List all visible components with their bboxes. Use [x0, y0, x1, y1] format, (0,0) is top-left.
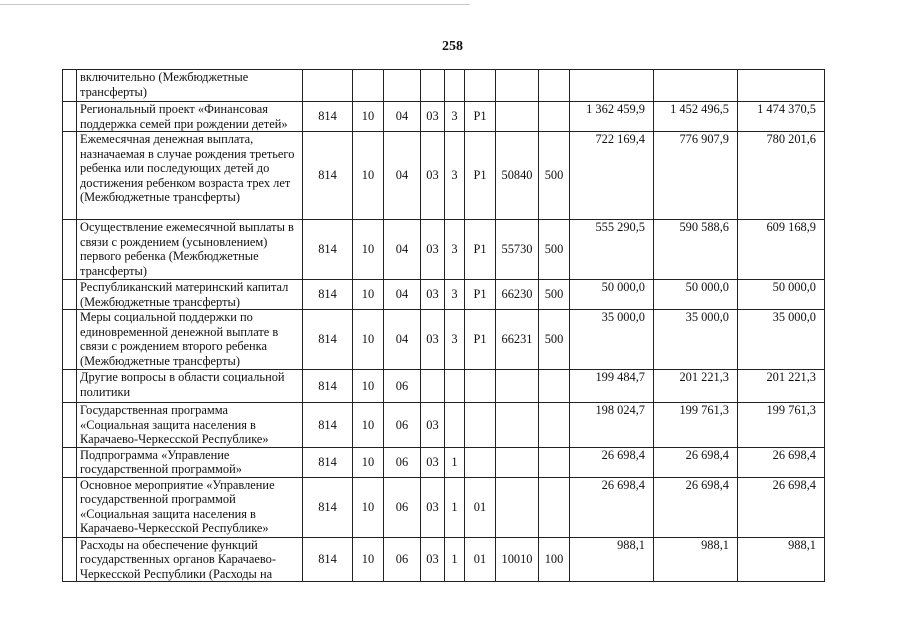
code-cell-c4: 03 [421, 102, 445, 132]
code-cell-c4 [421, 370, 445, 403]
code-cell-c4: 03 [421, 280, 445, 310]
code-cell-c6: P1 [465, 132, 496, 220]
code-cell-c1: 814 [303, 280, 353, 310]
code-cell-c1: 814 [303, 220, 353, 280]
row-number-cell [63, 102, 77, 132]
code-cell-c7: 66230 [496, 280, 539, 310]
code-cell-c6: 01 [465, 477, 496, 537]
code-cell-c3: 04 [384, 280, 421, 310]
code-cell-c5: 1 [445, 447, 465, 477]
amount-cell-y2: 590 588,6 [654, 220, 738, 280]
code-cell-c2: 10 [353, 477, 384, 537]
table-body [63, 70, 825, 582]
code-cell-c4: 03 [421, 477, 445, 537]
code-cell-c8 [539, 370, 570, 403]
code-cell-c3: 04 [384, 102, 421, 132]
code-cell-c4 [421, 70, 445, 102]
amount-cell-y3: 1 474 370,5 [738, 102, 825, 132]
code-cell-c3: 04 [384, 220, 421, 280]
item-name-cell: Государственная программа «Социальная защита населения в Карачаево-Черкесской Республике» [77, 403, 303, 448]
amount-cell-y3: 26 698,4 [738, 477, 825, 537]
code-cell-c8: 500 [539, 280, 570, 310]
amount-cell-y1 [570, 70, 654, 102]
code-cell-c7: 55730 [496, 220, 539, 280]
code-cell-c3: 06 [384, 370, 421, 403]
table-row [63, 220, 825, 280]
amount-cell-y1: 1 362 459,9 [570, 102, 654, 132]
code-cell-c2: 10 [353, 370, 384, 403]
code-cell-c8 [539, 403, 570, 448]
code-cell-c1: 814 [303, 447, 353, 477]
amount-cell-y2: 50 000,0 [654, 280, 738, 310]
code-cell-c6: P1 [465, 310, 496, 370]
row-number-cell [63, 220, 77, 280]
amount-cell-y2: 199 761,3 [654, 403, 738, 448]
code-cell-c5 [445, 70, 465, 102]
code-cell-c7: 50840 [496, 132, 539, 220]
code-cell-c2: 10 [353, 537, 384, 582]
code-cell-c1: 814 [303, 403, 353, 448]
code-cell-c5: 3 [445, 132, 465, 220]
row-number-cell [63, 132, 77, 220]
row-number-cell [63, 280, 77, 310]
code-cell-c4: 03 [421, 537, 445, 582]
code-cell-c3 [384, 70, 421, 102]
amount-cell-y1: 199 484,7 [570, 370, 654, 403]
code-cell-c2: 10 [353, 280, 384, 310]
code-cell-c2: 10 [353, 403, 384, 448]
item-name-cell: Расходы на обеспечение функций государственных органов Карачаево-Черкесской Республики (Расходы на [77, 537, 303, 582]
code-cell-c4: 03 [421, 220, 445, 280]
code-cell-c2: 10 [353, 220, 384, 280]
code-cell-c1: 814 [303, 132, 353, 220]
table-row [63, 477, 825, 537]
row-number-cell [63, 403, 77, 448]
code-cell-c4: 03 [421, 403, 445, 448]
item-name-cell: Ежемесячная денежная выплата, назначаемая в случае рождения третьего ребенка или последующих детей до достижения ребенком возраста трех лет (Межбюджетные трансферты) [77, 132, 303, 220]
code-cell-c1: 814 [303, 370, 353, 403]
code-cell-c8 [539, 447, 570, 477]
code-cell-c6: P1 [465, 220, 496, 280]
amount-cell-y2: 776 907,9 [654, 132, 738, 220]
code-cell-c3: 06 [384, 537, 421, 582]
item-name-cell: включительно (Межбюджетные трансферты) [77, 70, 303, 102]
code-cell-c4: 03 [421, 132, 445, 220]
amount-cell-y1: 50 000,0 [570, 280, 654, 310]
code-cell-c5: 3 [445, 310, 465, 370]
amount-cell-y2: 26 698,4 [654, 477, 738, 537]
amount-cell-y2: 35 000,0 [654, 310, 738, 370]
code-cell-c5 [445, 403, 465, 448]
amount-cell-y3: 988,1 [738, 537, 825, 582]
code-cell-c7 [496, 70, 539, 102]
code-cell-c3: 06 [384, 403, 421, 448]
table-row [63, 280, 825, 310]
code-cell-c6: 01 [465, 537, 496, 582]
amount-cell-y3: 201 221,3 [738, 370, 825, 403]
amount-cell-y1: 35 000,0 [570, 310, 654, 370]
item-name-cell: Основное мероприятие «Управление государственной программой «Социальная защита населения в Карачаево-Черкесской Республике» [77, 477, 303, 537]
amount-cell-y3: 26 698,4 [738, 447, 825, 477]
code-cell-c1: 814 [303, 537, 353, 582]
code-cell-c4: 03 [421, 447, 445, 477]
item-name-cell: Республиканский материнский капитал (Межбюджетные трансферты) [77, 280, 303, 310]
table-row [63, 537, 825, 582]
code-cell-c3: 06 [384, 447, 421, 477]
page-number: 258 [442, 39, 463, 54]
code-cell-c4: 03 [421, 310, 445, 370]
code-cell-c5 [445, 370, 465, 403]
amount-cell-y3: 50 000,0 [738, 280, 825, 310]
amount-cell-y1: 26 698,4 [570, 447, 654, 477]
amount-cell-y2: 988,1 [654, 537, 738, 582]
amount-cell-y1: 988,1 [570, 537, 654, 582]
code-cell-c6 [465, 447, 496, 477]
scan-edge-line [0, 4, 470, 5]
code-cell-c7 [496, 403, 539, 448]
code-cell-c5: 1 [445, 537, 465, 582]
code-cell-c6: P1 [465, 280, 496, 310]
amount-cell-y3 [738, 70, 825, 102]
code-cell-c5: 3 [445, 280, 465, 310]
code-cell-c2: 10 [353, 310, 384, 370]
code-cell-c3: 04 [384, 310, 421, 370]
code-cell-c5: 3 [445, 220, 465, 280]
amount-cell-y1: 555 290,5 [570, 220, 654, 280]
amount-cell-y2: 26 698,4 [654, 447, 738, 477]
code-cell-c3: 06 [384, 477, 421, 537]
code-cell-c2: 10 [353, 132, 384, 220]
amount-cell-y2: 201 221,3 [654, 370, 738, 403]
code-cell-c7 [496, 102, 539, 132]
amount-cell-y2 [654, 70, 738, 102]
amount-cell-y1: 722 169,4 [570, 132, 654, 220]
item-name-cell: Осуществление ежемесячной выплаты в связи с рождением (усыновлением) первого ребенка (Межбюджетные трансферты) [77, 220, 303, 280]
code-cell-c7: 66231 [496, 310, 539, 370]
item-name-cell: Региональный проект «Финансовая поддержка семей при рождении детей» [77, 102, 303, 132]
code-cell-c8: 500 [539, 220, 570, 280]
code-cell-c1: 814 [303, 477, 353, 537]
code-cell-c7 [496, 477, 539, 537]
row-number-cell [63, 70, 77, 102]
amount-cell-y3: 780 201,6 [738, 132, 825, 220]
code-cell-c8 [539, 102, 570, 132]
table-row [63, 310, 825, 370]
code-cell-c8: 100 [539, 537, 570, 582]
row-number-cell [63, 477, 77, 537]
code-cell-c2: 10 [353, 447, 384, 477]
amount-cell-y1: 198 024,7 [570, 403, 654, 448]
item-name-cell: Другие вопросы в области социальной политики [77, 370, 303, 403]
code-cell-c7 [496, 447, 539, 477]
code-cell-c8 [539, 70, 570, 102]
amount-cell-y3: 199 761,3 [738, 403, 825, 448]
amount-cell-y1: 26 698,4 [570, 477, 654, 537]
code-cell-c6 [465, 70, 496, 102]
table-row [63, 70, 825, 102]
code-cell-c5: 1 [445, 477, 465, 537]
item-name-cell: Подпрограмма «Управление государственной программой» [77, 447, 303, 477]
code-cell-c8: 500 [539, 132, 570, 220]
code-cell-c1: 814 [303, 310, 353, 370]
table-row [63, 370, 825, 403]
table-row [63, 132, 825, 220]
amount-cell-y3: 609 168,9 [738, 220, 825, 280]
amount-cell-y3: 35 000,0 [738, 310, 825, 370]
code-cell-c1: 814 [303, 102, 353, 132]
code-cell-c7 [496, 370, 539, 403]
table-row [63, 447, 825, 477]
budget-table [62, 69, 825, 582]
table-row [63, 403, 825, 448]
code-cell-c1 [303, 70, 353, 102]
code-cell-c8 [539, 477, 570, 537]
code-cell-c5: 3 [445, 102, 465, 132]
item-name-cell: Меры социальной поддержки по единовременной денежной выплате в связи с рождением второго ребенка (Межбюджетные трансферты) [77, 310, 303, 370]
code-cell-c3: 04 [384, 132, 421, 220]
code-cell-c6 [465, 403, 496, 448]
table-row [63, 102, 825, 132]
amount-cell-y2: 1 452 496,5 [654, 102, 738, 132]
code-cell-c6: P1 [465, 102, 496, 132]
code-cell-c7: 10010 [496, 537, 539, 582]
code-cell-c6 [465, 370, 496, 403]
code-cell-c2: 10 [353, 102, 384, 132]
code-cell-c8: 500 [539, 310, 570, 370]
row-number-cell [63, 370, 77, 403]
row-number-cell [63, 537, 77, 582]
code-cell-c2 [353, 70, 384, 102]
row-number-cell [63, 447, 77, 477]
row-number-cell [63, 310, 77, 370]
